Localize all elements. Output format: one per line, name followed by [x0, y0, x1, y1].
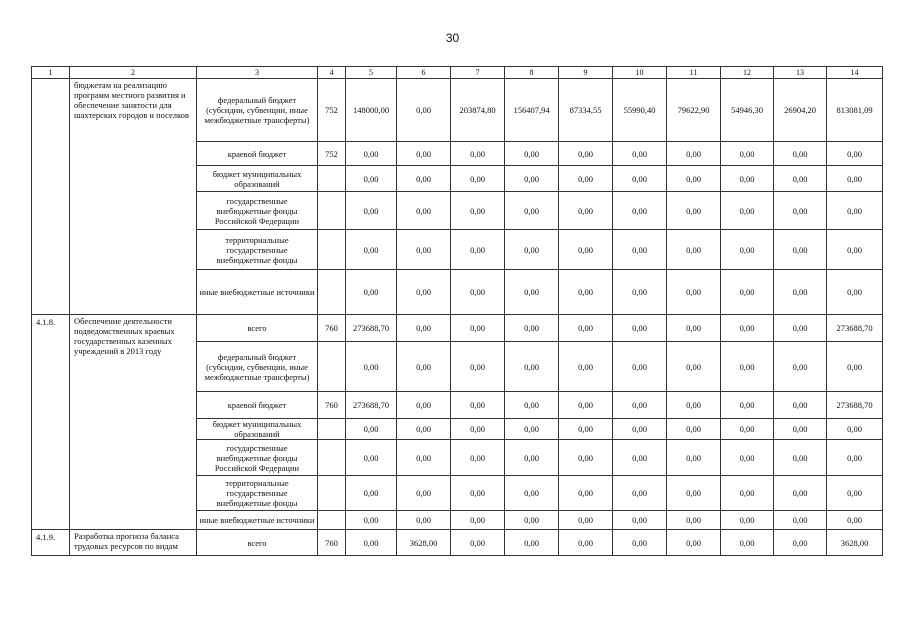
value-cell: 0,00 [346, 270, 397, 315]
code-cell [318, 342, 346, 392]
value-cell: 0,00 [721, 270, 774, 315]
value-cell: 0,00 [827, 270, 883, 315]
code-cell: 752 [318, 79, 346, 142]
code-cell [318, 230, 346, 270]
value-cell: 0,00 [397, 342, 451, 392]
value-cell: 0,00 [505, 392, 559, 419]
value-cell: 813081,09 [827, 79, 883, 142]
value-cell: 0,00 [667, 392, 721, 419]
budget-table [31, 66, 883, 556]
value-cell: 0,00 [346, 166, 397, 192]
value-cell: 0,00 [721, 192, 774, 230]
value-cell: 0,00 [667, 315, 721, 342]
value-cell: 0,00 [451, 230, 505, 270]
value-cell: 0,00 [346, 511, 397, 530]
page-number: 30 [445, 31, 460, 45]
value-cell: 0,00 [721, 142, 774, 166]
value-cell: 0,00 [667, 530, 721, 556]
value-cell: 0,00 [451, 530, 505, 556]
value-cell: 0,00 [505, 192, 559, 230]
value-cell: 0,00 [397, 419, 451, 440]
value-cell: 0,00 [613, 166, 667, 192]
value-cell: 0,00 [667, 440, 721, 476]
value-cell: 0,00 [827, 230, 883, 270]
value-cell: 0,00 [505, 342, 559, 392]
value-cell: 0,00 [613, 230, 667, 270]
value-cell: 3628,00 [397, 530, 451, 556]
value-cell: 0,00 [397, 270, 451, 315]
value-cell: 0,00 [346, 530, 397, 556]
value-cell: 0,00 [774, 142, 827, 166]
code-cell [318, 270, 346, 315]
value-cell: 0,00 [613, 440, 667, 476]
column-header: 13 [774, 67, 827, 79]
value-cell: 0,00 [827, 440, 883, 476]
value-cell: 0,00 [559, 192, 613, 230]
value-cell: 0,00 [346, 440, 397, 476]
value-cell: 0,00 [613, 270, 667, 315]
value-cell: 0,00 [667, 511, 721, 530]
value-cell: 0,00 [559, 530, 613, 556]
value-cell: 0,00 [774, 530, 827, 556]
value-cell: 273688,70 [346, 392, 397, 419]
value-cell: 0,00 [721, 392, 774, 419]
value-cell: 0,00 [505, 270, 559, 315]
code-cell [318, 419, 346, 440]
code-cell: 760 [318, 530, 346, 556]
funding-source-cell: краевой бюджет [197, 392, 318, 419]
value-cell: 0,00 [451, 270, 505, 315]
column-header: 11 [667, 67, 721, 79]
value-cell: 0,00 [451, 166, 505, 192]
item-number-cell [32, 79, 70, 315]
value-cell: 0,00 [346, 476, 397, 511]
value-cell: 273688,70 [346, 315, 397, 342]
code-cell [318, 166, 346, 192]
column-header: 8 [505, 67, 559, 79]
value-cell: 0,00 [721, 476, 774, 511]
value-cell: 0,00 [774, 476, 827, 511]
value-cell: 0,00 [721, 230, 774, 270]
value-cell: 0,00 [346, 142, 397, 166]
value-cell: 0,00 [451, 392, 505, 419]
value-cell: 0,00 [346, 192, 397, 230]
value-cell: 3628,00 [827, 530, 883, 556]
value-cell: 87334,55 [559, 79, 613, 142]
column-header: 6 [397, 67, 451, 79]
funding-source-cell: всего [197, 530, 318, 556]
code-cell: 760 [318, 315, 346, 342]
value-cell: 0,00 [774, 342, 827, 392]
value-cell: 0,00 [667, 192, 721, 230]
value-cell: 0,00 [613, 342, 667, 392]
value-cell: 0,00 [613, 419, 667, 440]
value-cell: 156407,94 [505, 79, 559, 142]
value-cell: 0,00 [397, 476, 451, 511]
value-cell: 0,00 [505, 419, 559, 440]
value-cell: 0,00 [397, 315, 451, 342]
value-cell: 0,00 [721, 315, 774, 342]
funding-source-cell: территориальные государственные внебюджетные фонды [197, 476, 318, 511]
value-cell: 0,00 [397, 392, 451, 419]
value-cell: 0,00 [397, 142, 451, 166]
value-cell: 0,00 [721, 440, 774, 476]
value-cell: 0,00 [613, 192, 667, 230]
value-cell: 0,00 [774, 392, 827, 419]
table-row [32, 530, 883, 556]
value-cell: 0,00 [827, 476, 883, 511]
value-cell: 0,00 [397, 230, 451, 270]
value-cell: 0,00 [667, 166, 721, 192]
item-number-cell: 4.1.8. [32, 315, 70, 530]
value-cell: 0,00 [774, 166, 827, 192]
funding-source-cell: федеральный бюджет (субсидии, субвенции, иные межбюджетные трансферты) [197, 79, 318, 142]
value-cell: 0,00 [505, 315, 559, 342]
value-cell: 0,00 [559, 342, 613, 392]
value-cell: 0,00 [346, 419, 397, 440]
value-cell: 0,00 [346, 342, 397, 392]
funding-source-cell: государственные внебюджетные фонды Российской Федерации [197, 440, 318, 476]
value-cell: 0,00 [721, 419, 774, 440]
column-header: 9 [559, 67, 613, 79]
value-cell: 148000,00 [346, 79, 397, 142]
column-header: 1 [32, 67, 70, 79]
value-cell: 273688,70 [827, 392, 883, 419]
value-cell: 0,00 [721, 166, 774, 192]
item-number-cell: 4.1.9. [32, 530, 70, 556]
value-cell: 0,00 [451, 315, 505, 342]
value-cell: 203874,80 [451, 79, 505, 142]
table-row [32, 79, 883, 142]
value-cell: 0,00 [559, 230, 613, 270]
funding-source-cell: федеральный бюджет (субсидии, субвенции, иные межбюджетные трансферты) [197, 342, 318, 392]
value-cell: 0,00 [559, 419, 613, 440]
value-cell: 0,00 [559, 511, 613, 530]
value-cell: 0,00 [721, 511, 774, 530]
value-cell: 0,00 [613, 392, 667, 419]
value-cell: 0,00 [613, 511, 667, 530]
value-cell: 0,00 [397, 440, 451, 476]
value-cell: 0,00 [559, 392, 613, 419]
table-header-row [32, 67, 883, 79]
item-name-cell: Разработка прогноза баланса трудовых ресурсов по видам [70, 530, 197, 556]
value-cell: 0,00 [559, 315, 613, 342]
code-cell [318, 440, 346, 476]
value-cell: 0,00 [774, 230, 827, 270]
column-header: 14 [827, 67, 883, 79]
code-cell: 760 [318, 392, 346, 419]
value-cell: 0,00 [667, 230, 721, 270]
code-cell [318, 476, 346, 511]
value-cell: 0,00 [451, 342, 505, 392]
value-cell: 0,00 [827, 142, 883, 166]
value-cell: 273688,70 [827, 315, 883, 342]
value-cell: 0,00 [505, 511, 559, 530]
value-cell: 0,00 [774, 192, 827, 230]
value-cell: 55990,40 [613, 79, 667, 142]
value-cell: 0,00 [774, 419, 827, 440]
value-cell: 0,00 [505, 230, 559, 270]
value-cell: 0,00 [559, 142, 613, 166]
value-cell: 0,00 [505, 476, 559, 511]
value-cell: 0,00 [559, 476, 613, 511]
value-cell: 0,00 [774, 270, 827, 315]
column-header: 3 [197, 67, 318, 79]
funding-source-cell: территориальные государственные внебюджетные фонды [197, 230, 318, 270]
value-cell: 0,00 [667, 342, 721, 392]
funding-source-cell: иные внебюджетные источники [197, 511, 318, 530]
code-cell: 752 [318, 142, 346, 166]
column-header: 10 [613, 67, 667, 79]
value-cell: 0,00 [721, 530, 774, 556]
value-cell: 0,00 [613, 142, 667, 166]
value-cell: 0,00 [774, 511, 827, 530]
value-cell: 0,00 [451, 440, 505, 476]
value-cell: 0,00 [451, 476, 505, 511]
item-name-cell: бюджетам на реализацию программ местного развития и обеспечение занятости для шахтерских городов и поселков [70, 79, 197, 315]
value-cell: 0,00 [827, 419, 883, 440]
funding-source-cell: бюджет муниципальных образований [197, 419, 318, 440]
code-cell [318, 192, 346, 230]
value-cell: 0,00 [559, 166, 613, 192]
value-cell: 0,00 [397, 166, 451, 192]
value-cell: 0,00 [451, 142, 505, 166]
value-cell: 0,00 [397, 192, 451, 230]
column-header: 2 [70, 67, 197, 79]
value-cell: 0,00 [774, 440, 827, 476]
value-cell: 0,00 [827, 342, 883, 392]
value-cell: 26904,20 [774, 79, 827, 142]
item-name-cell: Обеспечение деятельности подведомственных краевых государственных казенных учреждений в 2013 году [70, 315, 197, 530]
funding-source-cell: бюджет муниципальных образований [197, 166, 318, 192]
value-cell: 0,00 [346, 230, 397, 270]
value-cell: 0,00 [613, 476, 667, 511]
value-cell: 0,00 [505, 166, 559, 192]
value-cell: 0,00 [667, 142, 721, 166]
funding-source-cell: краевой бюджет [197, 142, 318, 166]
value-cell: 0,00 [827, 511, 883, 530]
value-cell: 0,00 [559, 270, 613, 315]
funding-source-cell: государственные внебюджетные фонды Российской Федерации [197, 192, 318, 230]
value-cell: 0,00 [505, 530, 559, 556]
value-cell: 79622,90 [667, 79, 721, 142]
value-cell: 0,00 [667, 270, 721, 315]
value-cell: 0,00 [451, 511, 505, 530]
column-header: 12 [721, 67, 774, 79]
column-header: 7 [451, 67, 505, 79]
value-cell: 0,00 [667, 419, 721, 440]
code-cell [318, 511, 346, 530]
value-cell: 0,00 [451, 419, 505, 440]
value-cell: 0,00 [451, 192, 505, 230]
value-cell: 0,00 [397, 79, 451, 142]
value-cell: 0,00 [559, 440, 613, 476]
value-cell: 0,00 [505, 142, 559, 166]
table-row [32, 315, 883, 342]
value-cell: 0,00 [774, 315, 827, 342]
value-cell: 54946,30 [721, 79, 774, 142]
value-cell: 0,00 [505, 440, 559, 476]
value-cell: 0,00 [721, 342, 774, 392]
funding-source-cell: всего [197, 315, 318, 342]
value-cell: 0,00 [827, 166, 883, 192]
value-cell: 0,00 [667, 476, 721, 511]
funding-source-cell: иные внебюджетные источники [197, 270, 318, 315]
value-cell: 0,00 [613, 315, 667, 342]
value-cell: 0,00 [613, 530, 667, 556]
column-header: 4 [318, 67, 346, 79]
column-header: 5 [346, 67, 397, 79]
value-cell: 0,00 [827, 192, 883, 230]
value-cell: 0,00 [397, 511, 451, 530]
